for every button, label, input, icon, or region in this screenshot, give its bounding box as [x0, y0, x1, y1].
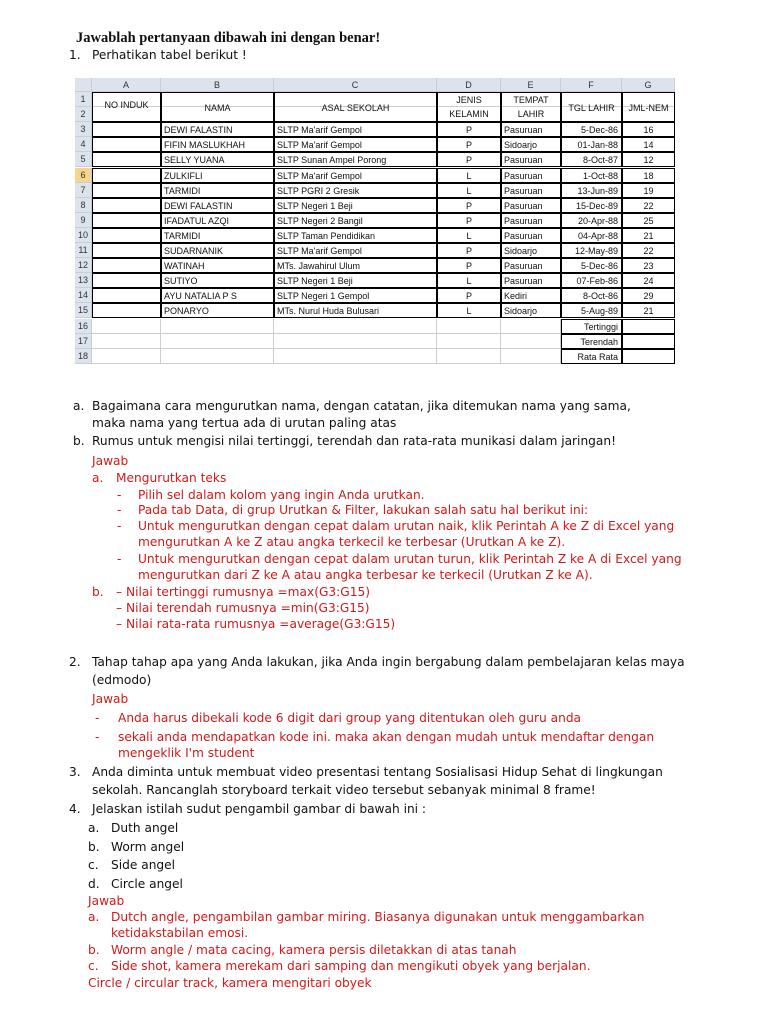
cell-tgl-lahir: 5-Dec-86	[561, 258, 622, 273]
cell-jml-nem: 24	[622, 273, 675, 288]
q4-item-text: Duth angel	[111, 821, 179, 835]
cell-nama: TARMIDI	[161, 228, 274, 243]
header-jml-nem: JML-NEM	[622, 92, 675, 122]
header-no-induk: NO INDUK	[92, 92, 161, 122]
answer-line: Pada tab Data, di grup Urutkan & Filter, lakukan salah satu hal berikut ini:	[138, 503, 589, 517]
cell-jml-nem: 14	[622, 137, 675, 152]
row-header: 3	[75, 122, 92, 137]
header-asal-sekolah: ASAL SEKOLAH	[274, 92, 437, 122]
cell-no-induk	[92, 137, 161, 152]
cell-asal-sekolah: SLTP Negeri 2 Bangil	[274, 213, 437, 228]
grid-cell	[92, 334, 161, 349]
q4-item-text: Worm angel	[111, 840, 185, 854]
grid-cell	[274, 334, 437, 349]
cell-jenis-kelamin: P	[437, 152, 501, 167]
q3-line2: sekolah. Rancanglah storyboard terkait video tersebut sebanyak minimal 8 frame!	[92, 783, 596, 797]
q4-ans-label: c.	[88, 959, 99, 973]
q3-number: 3.	[69, 765, 81, 779]
cell-jenis-kelamin: P	[437, 243, 501, 258]
cell-asal-sekolah: SLTP Negeri 1 Beji	[274, 198, 437, 213]
cell-no-induk	[92, 288, 161, 303]
cell-jml-nem: 12	[622, 152, 675, 167]
column-header: A	[92, 78, 161, 92]
answer-line: Anda harus dibekali kode 6 digit dari group yang ditentukan oleh guru anda	[118, 711, 582, 725]
spreadsheet-table	[75, 78, 669, 378]
cell-jenis-kelamin: P	[437, 122, 501, 137]
bullet-dash: -	[95, 730, 100, 744]
row-header: 5	[75, 152, 92, 167]
cell-jenis-kelamin: L	[437, 273, 501, 288]
q1-ans-a-label: a.	[92, 471, 104, 485]
summary-value	[622, 349, 675, 364]
row-header: 1	[75, 92, 92, 107]
q4-jawab: Jawab	[88, 894, 125, 908]
cell-tempat-lahir: Kediri	[501, 288, 561, 303]
summary-label: Tertinggi	[561, 319, 622, 334]
cell-tempat-lahir: Pasuruan	[501, 122, 561, 137]
cell-jml-nem: 18	[622, 168, 675, 183]
q4-number: 4.	[69, 802, 81, 816]
cell-jenis-kelamin: L	[437, 183, 501, 198]
row-header: 12	[75, 258, 92, 273]
cell-tempat-lahir: Pasuruan	[501, 258, 561, 273]
cell-jml-nem: 19	[622, 183, 675, 198]
cell-jml-nem: 16	[622, 122, 675, 137]
cell-tgl-lahir: 20-Apr-88	[561, 213, 622, 228]
cell-asal-sekolah: SLTP Negeri 1 Beji	[274, 273, 437, 288]
q4-text: Jelaskan istilah sudut pengambil gambar di bawah ini :	[92, 802, 427, 816]
answer-line: Worm angle / mata cacing, kamera persis diletakkan di atas tanah	[111, 943, 517, 957]
grid-cell	[501, 349, 561, 364]
q4-item-text: Side angel	[111, 858, 176, 872]
cell-no-induk	[92, 303, 161, 318]
q3-line1: Anda diminta untuk membuat video presentasi tentang Sosialisasi Hidup Sehat di lingkungan	[92, 765, 663, 779]
cell-tgl-lahir: 8-Oct-86	[561, 288, 622, 303]
grid-cell	[437, 334, 501, 349]
q4-item-text: Circle angel	[111, 877, 183, 891]
bullet-dash: -	[117, 519, 122, 533]
header-nama: NAMA	[161, 92, 274, 122]
header-tgl-lahir: TGL LAHIR	[561, 92, 622, 122]
cell-nama: SUTIYO	[161, 273, 274, 288]
answer-line: Untuk mengurutkan dengan cepat dalam urutan turun, klik Perintah Z ke A di Excel yang	[138, 552, 682, 566]
formula-min: – Nilai terendah rumusnya =min(G3:G15)	[116, 601, 370, 615]
cell-no-induk	[92, 273, 161, 288]
cell-tgl-lahir: 15-Dec-89	[561, 198, 622, 213]
cell-asal-sekolah: SLTP Ma'arif Gempol	[274, 168, 437, 183]
q1a-line1: Bagaimana cara mengurutkan nama, dengan catatan, jika ditemukan nama yang sama,	[92, 399, 631, 413]
answer-line: sekali anda mendapatkan kode ini. maka akan dengan mudah untuk mendaftar dengan	[118, 730, 655, 744]
header-jenis-line1: JENIS	[456, 95, 482, 105]
q2-number: 2.	[69, 655, 81, 669]
cell-tempat-lahir: Pasuruan	[501, 228, 561, 243]
cell-nama: ZULKIFLI	[161, 168, 274, 183]
cell-asal-sekolah: SLTP PGRI 2 Gresik	[274, 183, 437, 198]
header-jenis-line2: KELAMIN	[449, 109, 489, 119]
row-header: 17	[75, 334, 92, 349]
answer-line: Untuk mengurutkan dengan cepat dalam urutan naik, klik Perintah A ke Z di Excel yang	[138, 519, 675, 533]
cell-tempat-lahir: Pasuruan	[501, 213, 561, 228]
q1b-label: b.	[73, 434, 85, 448]
row-header: 13	[75, 273, 92, 288]
bullet-dash: -	[95, 711, 100, 725]
answer-line: mengurutkan A ke Z atau angka terkecil ke terbesar (Urutkan A ke Z).	[138, 535, 566, 549]
row-header: 9	[75, 213, 92, 228]
row-header: 4	[75, 137, 92, 152]
q2-line1: Tahap tahap apa yang Anda lakukan, jika Anda ingin bergabung dalam pembelajaran kelas maya	[92, 655, 685, 669]
cell-nama: WATINAH	[161, 258, 274, 273]
summary-label: Rata Rata	[561, 349, 622, 364]
cell-jenis-kelamin: P	[437, 213, 501, 228]
q4-item-label: d.	[88, 877, 100, 891]
row-header: 10	[75, 228, 92, 243]
answer-line: Pilih sel dalam kolom yang ingin Anda urutkan.	[138, 488, 425, 502]
cell-jenis-kelamin: P	[437, 137, 501, 152]
cell-no-induk	[92, 258, 161, 273]
cell-no-induk	[92, 213, 161, 228]
row-header: 11	[75, 243, 92, 258]
column-header: C	[274, 78, 437, 92]
row-header: 16	[75, 319, 92, 334]
cell-asal-sekolah: SLTP Negeri 1 Gempol	[274, 288, 437, 303]
column-header: G	[622, 78, 675, 92]
summary-label: Terendah	[561, 334, 622, 349]
answer-line: mengeklik I'm student	[118, 746, 255, 760]
cell-tgl-lahir: 04-Apr-88	[561, 228, 622, 243]
answer-line: Circle / circular track, kamera mengitari obyek	[88, 976, 372, 990]
row-header: 18	[75, 349, 92, 364]
row-header: 8	[75, 198, 92, 213]
row-header: 7	[75, 183, 92, 198]
cell-jenis-kelamin: P	[437, 258, 501, 273]
q1a-label: a.	[73, 399, 85, 413]
grid-cell	[274, 319, 437, 334]
cell-asal-sekolah: SLTP Sunan Ampel Porong	[274, 152, 437, 167]
cell-nama: AYU NATALIA P S	[161, 288, 274, 303]
q2-jawab: Jawab	[92, 692, 129, 706]
cell-tgl-lahir: 8-Oct-87	[561, 152, 622, 167]
row-header: 14	[75, 288, 92, 303]
cell-jml-nem: 23	[622, 258, 675, 273]
cell-jenis-kelamin: L	[437, 168, 501, 183]
formula-average: – Nilai rata-rata rumusnya =average(G3:G15)	[116, 617, 396, 631]
cell-tgl-lahir: 12-May-89	[561, 243, 622, 258]
cell-nama: DEWI FALASTIN	[161, 198, 274, 213]
q1-ans-a-title: Mengurutkan teks	[116, 471, 227, 485]
answer-line: ketidakstabilan emosi.	[111, 926, 249, 940]
cell-asal-sekolah: SLTP Ma'arif Gempol	[274, 122, 437, 137]
column-header: D	[437, 78, 501, 92]
cell-no-induk	[92, 168, 161, 183]
cell-nama: DEWI FALASTIN	[161, 122, 274, 137]
q1a-line2: maka nama yang tertua ada di urutan paling atas	[92, 416, 397, 430]
q4-ans-label: b.	[88, 943, 100, 957]
cell-jml-nem: 22	[622, 243, 675, 258]
header-jenis-kelamin	[437, 92, 501, 122]
row-header: 15	[75, 303, 92, 318]
q1-number: 1.	[69, 48, 81, 62]
cell-tgl-lahir: 5-Aug-89	[561, 303, 622, 318]
answer-line: Side shot, kamera merekam dari samping dan mengikuti obyek yang berjalan.	[111, 959, 591, 973]
cell-jenis-kelamin: L	[437, 228, 501, 243]
q4-item-label: b.	[88, 840, 100, 854]
cell-no-induk	[92, 183, 161, 198]
cell-asal-sekolah: SLTP Taman Pendidikan	[274, 228, 437, 243]
row-header: 2	[75, 107, 92, 122]
cell-tgl-lahir: 07-Feb-86	[561, 273, 622, 288]
summary-value	[622, 334, 675, 349]
cell-no-induk	[92, 228, 161, 243]
cell-jenis-kelamin: P	[437, 198, 501, 213]
cell-nama: SUDARNANIK	[161, 243, 274, 258]
cell-jml-nem: 22	[622, 198, 675, 213]
q1-text: Perhatikan tabel berikut !	[92, 48, 247, 62]
bullet-dash: -	[117, 488, 122, 502]
cell-asal-sekolah: MTs. Jawahirul Ulum	[274, 258, 437, 273]
bullet-dash: -	[117, 503, 122, 517]
answer-line: Dutch angle, pengambilan gambar miring. Biasanya digunakan untuk menggambarkan	[111, 910, 645, 924]
cell-jml-nem: 21	[622, 303, 675, 318]
cell-asal-sekolah: MTs. Nurul Huda Bulusari	[274, 303, 437, 318]
grid-cell	[161, 349, 274, 364]
q1-ans-b-label: b.	[92, 585, 104, 599]
cell-tempat-lahir: Pasuruan	[501, 152, 561, 167]
answer-line: mengurutkan dari Z ke A atau angka terbesar ke terkecil (Urutkan Z ke A).	[138, 568, 593, 582]
cell-no-induk	[92, 122, 161, 137]
cell-nama: IFADATUL AZQI	[161, 213, 274, 228]
grid-cell	[274, 349, 437, 364]
cell-jenis-kelamin: L	[437, 303, 501, 318]
header-tempat-lahir	[501, 92, 561, 122]
formula-max: – Nilai tertinggi rumusnya =max(G3:G15)	[116, 585, 370, 599]
grid-cell	[92, 319, 161, 334]
cell-tgl-lahir: 13-Jun-89	[561, 183, 622, 198]
grid-cell	[501, 319, 561, 334]
cell-nama: FIFIN MASLUKHAH	[161, 137, 274, 152]
cell-nama: PONARYO	[161, 303, 274, 318]
cell-nama: SELLY YUANA	[161, 152, 274, 167]
q4-item-label: c.	[88, 858, 99, 872]
grid-cell	[161, 334, 274, 349]
cell-tempat-lahir: Pasuruan	[501, 168, 561, 183]
bullet-dash: -	[117, 552, 122, 566]
cell-nama: TARMIDI	[161, 183, 274, 198]
row-header: 6	[75, 168, 92, 183]
column-header: E	[501, 78, 561, 92]
header-tempat-line2: LAHIR	[517, 109, 545, 119]
cell-tempat-lahir: Pasuruan	[501, 198, 561, 213]
page-title: Jawablah pertanyaan dibawah ini dengan benar!	[76, 30, 381, 46]
cell-jml-nem: 25	[622, 213, 675, 228]
cell-tempat-lahir: Sidoarjo	[501, 243, 561, 258]
q4-ans-label: a.	[88, 910, 100, 924]
grid-cell	[161, 319, 274, 334]
cell-jml-nem: 29	[622, 288, 675, 303]
q1b-line1: Rumus untuk mengisi nilai tertinggi, terendah dan rata-rata munikasi dalam jaringan!	[92, 434, 616, 448]
cell-tgl-lahir: 1-Oct-88	[561, 168, 622, 183]
column-header: F	[561, 78, 622, 92]
grid-cell	[437, 319, 501, 334]
summary-value	[622, 319, 675, 334]
cell-tgl-lahir: 5-Dec-86	[561, 122, 622, 137]
grid-cell	[437, 349, 501, 364]
cell-tempat-lahir: Pasuruan	[501, 273, 561, 288]
q2-line2: (edmodo)	[92, 673, 152, 687]
cell-asal-sekolah: SLTP Ma'arif Gempol	[274, 137, 437, 152]
cell-tempat-lahir: Pasuruan	[501, 183, 561, 198]
cell-jml-nem: 21	[622, 228, 675, 243]
q4-item-label: a.	[88, 821, 100, 835]
cell-no-induk	[92, 243, 161, 258]
cell-no-induk	[92, 198, 161, 213]
column-header: B	[161, 78, 274, 92]
grid-cell	[501, 334, 561, 349]
cell-no-induk	[92, 152, 161, 167]
grid-cell	[92, 349, 161, 364]
sheet-corner	[75, 78, 92, 92]
q1-jawab: Jawab	[92, 454, 129, 468]
cell-tgl-lahir: 01-Jan-88	[561, 137, 622, 152]
header-tempat-line1: TEMPAT	[513, 95, 549, 105]
cell-jenis-kelamin: P	[437, 288, 501, 303]
cell-tempat-lahir: Sidoarjo	[501, 137, 561, 152]
cell-tempat-lahir: Sidoarjo	[501, 303, 561, 318]
cell-asal-sekolah: SLTP Ma'arif Gempol	[274, 243, 437, 258]
